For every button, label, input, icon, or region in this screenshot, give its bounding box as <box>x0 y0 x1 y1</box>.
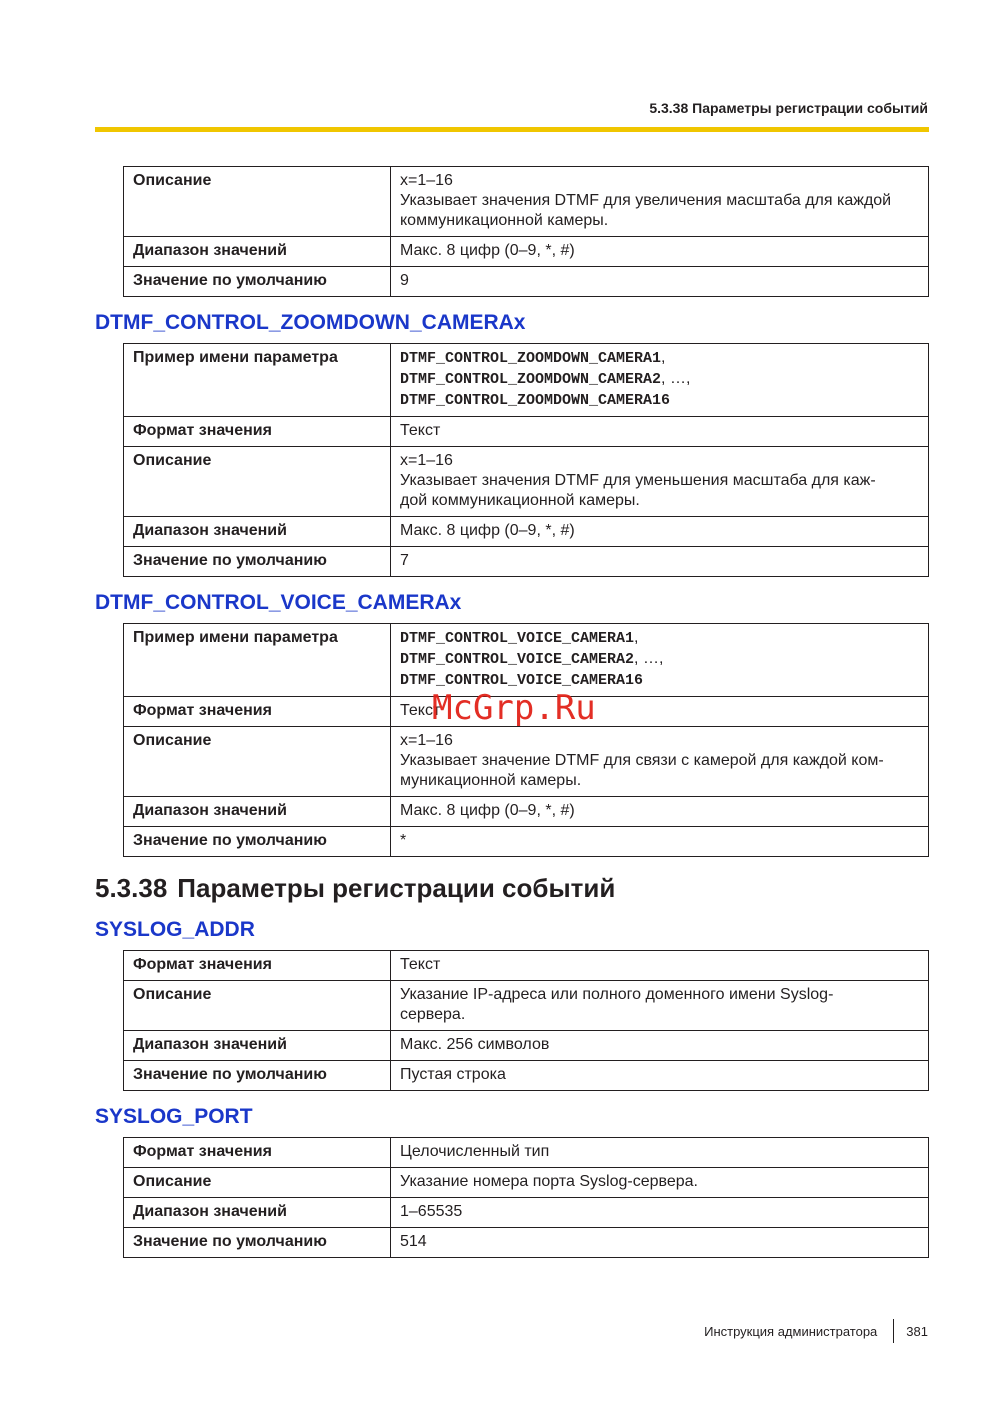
row-value: Текст <box>391 697 929 727</box>
table-row <box>124 517 929 547</box>
table-row <box>124 237 929 267</box>
code-suffix: , …, <box>661 370 691 387</box>
param-name-code: DTMF_CONTROL_VOICE_CAMERA16 <box>400 672 644 689</box>
table-row <box>124 951 929 981</box>
table-row <box>124 344 929 417</box>
value-line: x=1–16 <box>400 732 453 749</box>
row-key: Формат значения <box>124 417 391 447</box>
footer-divider <box>893 1319 894 1343</box>
param-heading-syslog-addr: SYSLOG_ADDR <box>95 918 255 941</box>
table-row <box>124 727 929 797</box>
table-row <box>124 447 929 517</box>
row-value <box>391 981 929 1031</box>
row-value: Текст <box>391 951 929 981</box>
row-value: * <box>391 827 929 857</box>
value-line <box>400 390 919 411</box>
row-key: Описание <box>124 727 391 797</box>
watermark: McGrp.Ru <box>432 688 596 728</box>
code-suffix: , …, <box>634 650 664 667</box>
table-row <box>124 624 929 697</box>
value-line: муникационной камеры. <box>400 772 582 789</box>
row-value: 1–65535 <box>391 1198 929 1228</box>
value-line <box>400 348 919 369</box>
zoomup-table <box>123 166 929 297</box>
syslog-port-table <box>123 1137 929 1258</box>
value-line <box>400 649 919 670</box>
code-suffix: , <box>634 629 639 646</box>
param-name-code: DTMF_CONTROL_ZOOMDOWN_CAMERA16 <box>400 392 671 409</box>
value-line <box>400 628 919 649</box>
value-line: дой коммуникационной камеры. <box>400 492 640 509</box>
row-value: Макс. 256 символов <box>391 1031 929 1061</box>
row-key: Значение по умолчанию <box>124 267 391 297</box>
param-name-code: DTMF_CONTROL_ZOOMDOWN_CAMERA1 <box>400 350 662 367</box>
row-key: Пример имени параметра <box>124 344 391 417</box>
row-key: Формат значения <box>124 951 391 981</box>
row-key: Диапазон значений <box>124 1198 391 1228</box>
param-heading-zoomdown: DTMF_CONTROL_ZOOMDOWN_CAMERAx <box>95 311 526 334</box>
table-row <box>124 1198 929 1228</box>
row-value: 514 <box>391 1228 929 1258</box>
row-value <box>391 344 929 417</box>
value-line: коммуникационной камеры. <box>400 212 609 229</box>
row-value: 7 <box>391 547 929 577</box>
value-line: сервера. <box>400 1006 466 1023</box>
row-key: Диапазон значений <box>124 237 391 267</box>
param-name-code: DTMF_CONTROL_VOICE_CAMERA2 <box>400 651 635 668</box>
param-heading-voice: DTMF_CONTROL_VOICE_CAMERAx <box>95 591 462 614</box>
page-number: 381 <box>906 1323 928 1339</box>
value-line: Указывает значение DTMF для связи с камерой для каждой ком- <box>400 752 884 769</box>
value-line: Указывает значения DTMF для уменьшения масштаба для каж- <box>400 472 876 489</box>
row-value: Указание номера порта Syslog-сервера. <box>391 1168 929 1198</box>
table-row <box>124 827 929 857</box>
value-line: x=1–16 <box>400 452 453 469</box>
table-row <box>124 1228 929 1258</box>
row-key: Значение по умолчанию <box>124 1228 391 1258</box>
value-line: Указание IP-адреса или полного доменного имени Syslog- <box>400 986 834 1003</box>
table-row <box>124 547 929 577</box>
table-row <box>124 1031 929 1061</box>
table-row <box>124 167 929 237</box>
table-row <box>124 981 929 1031</box>
table-row <box>124 1138 929 1168</box>
row-key: Описание <box>124 447 391 517</box>
row-key: Пример имени параметра <box>124 624 391 697</box>
row-key: Значение по умолчанию <box>124 827 391 857</box>
code-suffix: , <box>661 349 666 366</box>
row-value: Целочисленный тип <box>391 1138 929 1168</box>
row-key: Значение по умолчанию <box>124 547 391 577</box>
value-line: x=1–16 <box>400 172 453 189</box>
value-line <box>400 369 919 390</box>
row-value <box>391 624 929 697</box>
section-title: Параметры регистрации событий <box>177 873 616 903</box>
row-value: Пустая строка <box>391 1061 929 1091</box>
voice-table <box>123 623 929 857</box>
table-row <box>124 267 929 297</box>
page-footer <box>704 1319 928 1343</box>
syslog-addr-table <box>123 950 929 1091</box>
row-key: Диапазон значений <box>124 797 391 827</box>
section-heading <box>95 872 929 904</box>
row-value: 9 <box>391 267 929 297</box>
row-key: Описание <box>124 981 391 1031</box>
row-key: Диапазон значений <box>124 1031 391 1061</box>
row-value <box>391 167 929 237</box>
footer-doc-title: Инструкция администратора <box>704 1323 878 1339</box>
header-rule <box>95 127 929 132</box>
table-row <box>124 417 929 447</box>
row-value: Макс. 8 цифр (0–9, *, #) <box>391 237 929 267</box>
row-value: Текст <box>391 417 929 447</box>
table-row <box>124 1061 929 1091</box>
row-key: Описание <box>124 1168 391 1198</box>
row-key: Формат значения <box>124 1138 391 1168</box>
row-value <box>391 727 929 797</box>
table-row <box>124 797 929 827</box>
table-row <box>124 1168 929 1198</box>
running-header: 5.3.38 Параметры регистрации событий <box>649 100 928 116</box>
zoomdown-table <box>123 343 929 577</box>
row-key: Описание <box>124 167 391 237</box>
row-value: Макс. 8 цифр (0–9, *, #) <box>391 517 929 547</box>
section-number: 5.3.38 <box>95 873 168 903</box>
row-value: Макс. 8 цифр (0–9, *, #) <box>391 797 929 827</box>
row-key: Диапазон значений <box>124 517 391 547</box>
value-line: Указывает значения DTMF для увеличения масштаба для каждой <box>400 192 892 209</box>
param-name-code: DTMF_CONTROL_ZOOMDOWN_CAMERA2 <box>400 371 662 388</box>
row-key: Формат значения <box>124 697 391 727</box>
row-value <box>391 447 929 517</box>
row-key: Значение по умолчанию <box>124 1061 391 1091</box>
param-heading-syslog-port: SYSLOG_PORT <box>95 1105 253 1128</box>
param-name-code: DTMF_CONTROL_VOICE_CAMERA1 <box>400 630 635 647</box>
